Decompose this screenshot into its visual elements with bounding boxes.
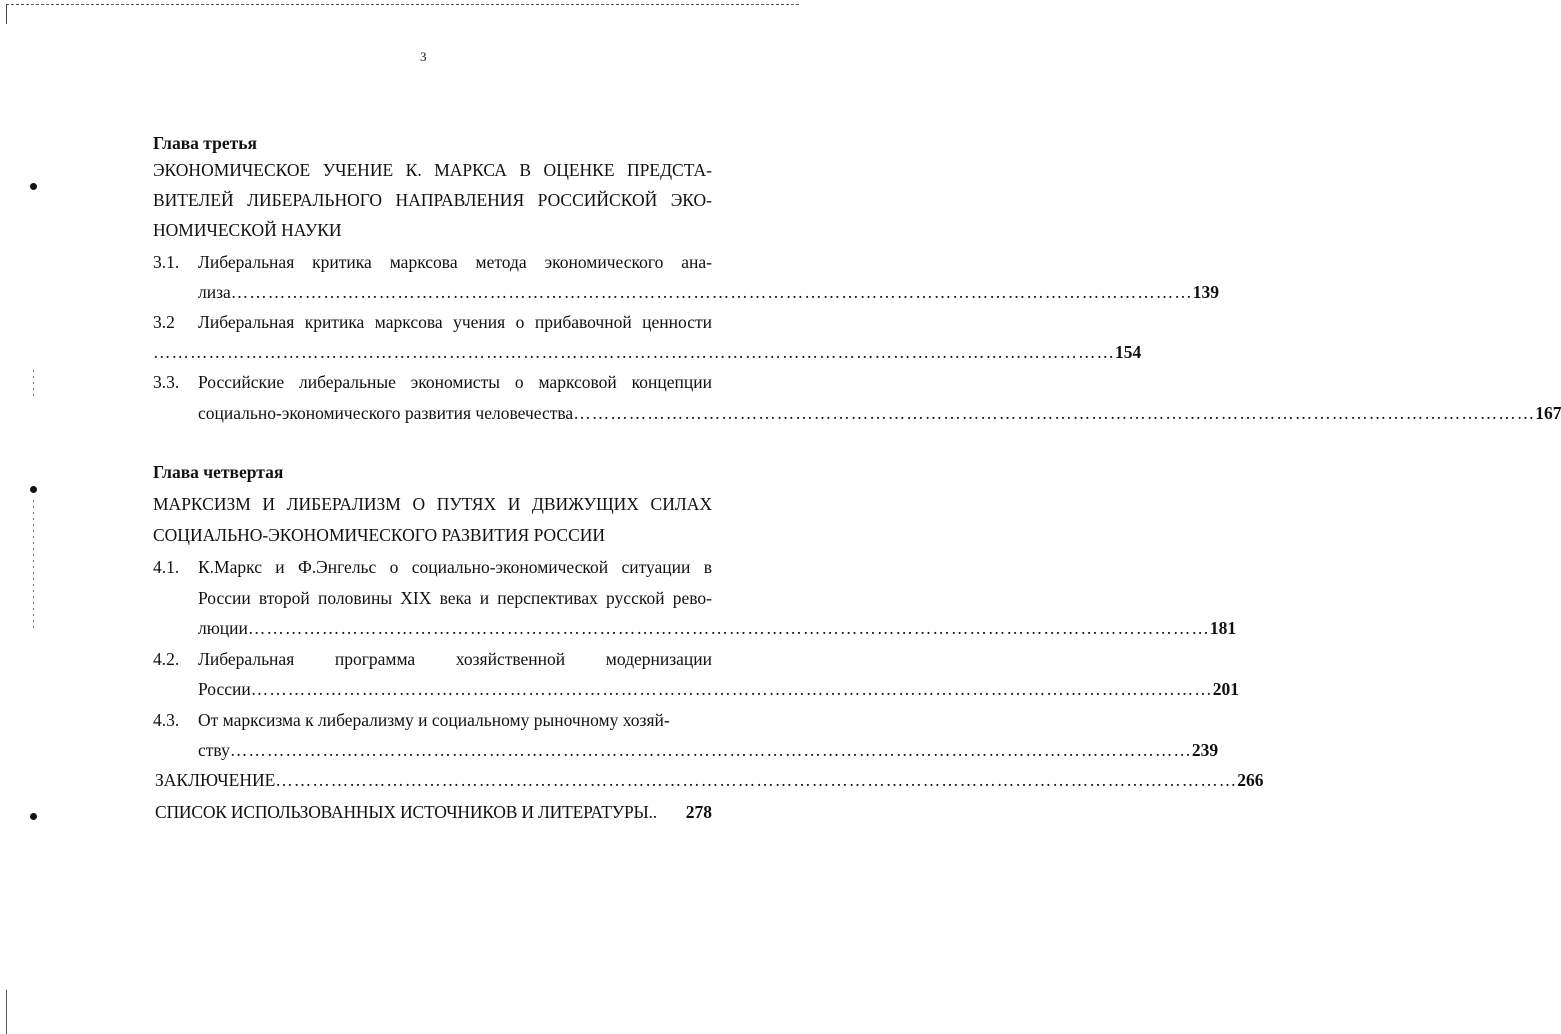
section-title: социально-экономического развития человечества	[198, 403, 574, 423]
page-ref: 181	[1209, 618, 1237, 638]
dot-leader: …………………………………………………………………………………………………………………………………………	[573, 403, 1536, 423]
section-number: 4.3.	[153, 710, 180, 730]
dot-leader: …………………………………………………………………………………………………………………………………………	[153, 342, 1115, 362]
toc-entry-3-3[interactable]	[198, 402, 1561, 424]
chapter-title: ВИТЕЛЕЙ ЛИБЕРАЛЬНОГО НАПРАВЛЕНИЯ РОССИЙСКОЙ ЭКО-	[153, 190, 712, 210]
page-ref: 266	[1237, 770, 1264, 790]
section-number: 3.2	[153, 312, 175, 332]
toc-entry-3-1[interactable]	[198, 281, 1220, 303]
section-title: России	[198, 679, 251, 699]
chapter-title: СОЦИАЛЬНО-ЭКОНОМИЧЕСКОГО РАЗВИТИЯ РОССИИ	[153, 525, 606, 545]
bibliography-label: СПИСОК ИСПОЛЬЗОВАННЫХ ИСТОЧНИКОВ И ЛИТЕРАТУРЫ..	[155, 802, 657, 822]
toc-entry-conclusion[interactable]	[155, 769, 1264, 791]
page-ref: 239	[1191, 740, 1219, 760]
toc-entry-3-2[interactable]	[153, 341, 1142, 363]
chapter-title: ЭКОНОМИЧЕСКОЕ УЧЕНИЕ К. МАРКСА В ОЦЕНКЕ ПРЕДСТА-	[153, 160, 712, 180]
section-title: России второй половины XIX века и перспективах русской рево-	[198, 588, 712, 608]
page-ref: 154	[1115, 342, 1142, 362]
scan-border-top	[6, 4, 799, 5]
conclusion-label: ЗАКЛЮЧЕНИЕ	[155, 770, 276, 790]
toc-entry-4-3[interactable]	[198, 739, 1219, 761]
chapter-heading: Глава четвертая	[153, 462, 284, 482]
page-number: 3	[420, 49, 427, 64]
scan-artifact	[33, 500, 34, 630]
dot-leader: …………………………………………………………………………………………………………………………………………	[229, 740, 1192, 760]
dot-leader: …………………………………………………………………………………………………………………………………………	[247, 618, 1210, 638]
dot-leader: …………………………………………………………………………………………………………………………………………	[275, 770, 1238, 790]
chapter-title: НОМИЧЕСКОЙ НАУКИ	[153, 220, 342, 240]
binding-hole-mark	[30, 486, 37, 493]
toc-entry-4-1[interactable]	[198, 617, 1237, 639]
section-title: лиза	[198, 282, 231, 302]
scan-artifact	[33, 370, 34, 400]
page-ref: 278	[685, 802, 712, 822]
section-title: К.Маркс и Ф.Энгельс о социально-экономической ситуации в	[198, 557, 712, 577]
page-ref: 167	[1535, 403, 1561, 423]
binding-hole-mark	[30, 183, 37, 190]
dot-leader: …………………………………………………………………………………………………………………………………………	[230, 282, 1193, 302]
section-title: люции	[198, 618, 248, 638]
section-number: 4.2.	[153, 649, 180, 669]
section-title: Либеральная программа хозяйственной модернизации	[198, 649, 712, 669]
section-title: Российские либеральные экономисты о марксовой концепции	[198, 372, 712, 392]
section-title: Либеральная критика марксова метода экономического ана-	[198, 252, 712, 272]
chapter-title: МАРКСИЗМ И ЛИБЕРАЛИЗМ О ПУТЯХ И ДВИЖУЩИХ СИЛАХ	[153, 494, 712, 514]
binding-hole-mark	[30, 813, 37, 820]
page-ref: 201	[1212, 679, 1239, 699]
dot-leader: …………………………………………………………………………………………………………………………………………	[250, 679, 1213, 699]
section-title: От марксизма к либерализму и социальному рыночному хозяй-	[198, 710, 670, 730]
page-ref: 139	[1192, 282, 1220, 302]
toc-entry-4-2[interactable]	[198, 678, 1239, 700]
section-number: 3.3.	[153, 372, 180, 392]
section-title: ству	[198, 740, 230, 760]
scan-border-left	[6, 4, 7, 24]
section-number: 4.1.	[153, 557, 180, 577]
toc-entry-bibliography[interactable]	[155, 801, 712, 823]
section-number: 3.1.	[153, 252, 180, 272]
chapter-heading: Глава третья	[153, 133, 257, 153]
scan-border-left-bottom	[6, 990, 7, 1034]
section-title: Либеральная критика марксова учения о прибавочной ценности	[198, 312, 712, 332]
